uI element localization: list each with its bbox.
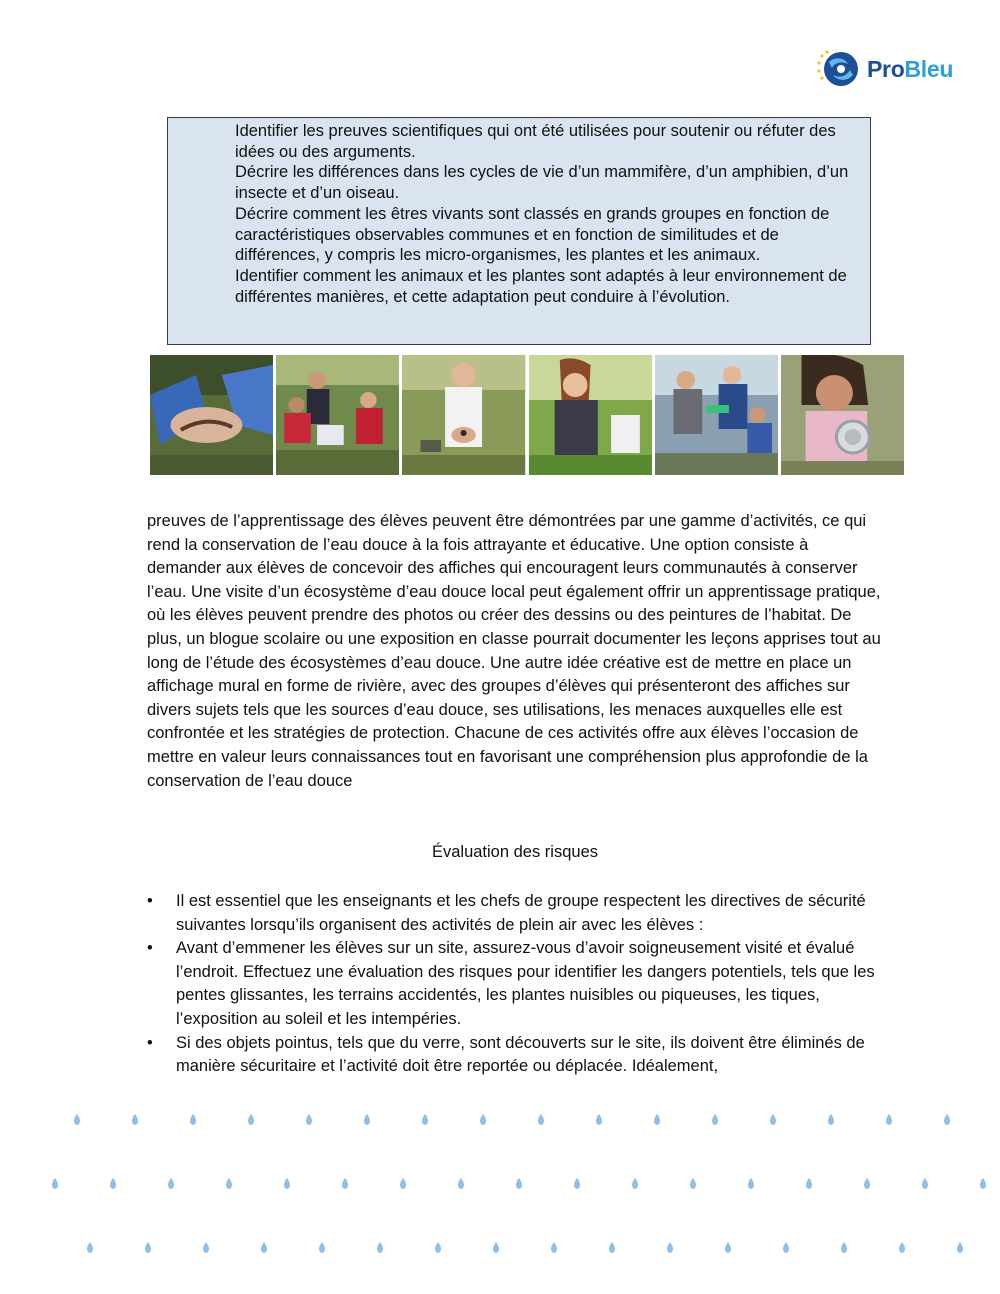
droplet-icon (110, 1178, 116, 1189)
droplet-icon (770, 1114, 776, 1125)
bullet-text: Avant d’emmener les élèves sur un site, assurez-vous d’avoir soigneusement visité et évalué l’endroit. Effectuez une évaluation des risques pour identifier les dangers potentiels, tels que les pentes glissantes, les terrains accidentés, les plantes nuisibles ou piqueuses, les tiques, l’exposition au soleil et les intempéries. (176, 939, 875, 1028)
logo-wordmark (867, 56, 953, 83)
droplet-icon (422, 1114, 428, 1125)
hands-holding-worm-photo (150, 355, 273, 475)
probleu-logo (815, 48, 953, 90)
body-paragraph: preuves de l’apprentissage des élèves peuvent être démontrées par une gamme d’activités, ce qui rend la conservation de l’eau douce à la fois attrayante et éducative. Une option consiste à demander aux élèves de concevoir des affiches qui encouragent leurs communautés à conserver l’eau. Une visite d’un écosystème d’eau douce local peut également offrir un apprentissage pratique, où les élèves peuvent prendre des photos ou créer des dessins ou des peintures de l’habitat. De plus, un blogue scolaire ou une exposition en classe pourrait documenter les leçons apprises tout au long de l’étude des écosystèmes d’eau douce. Une autre idée créative est de mettre en place un affichage mural en forme de rivière, avec des groupes d’élèves qui présenteront des affiches sur divers sujets tels que les sources d’eau douce, ses utilisations, les menaces auxquelles elle est confrontée et les stratégies de protection. Chacune de ces activités offre aux élèves l’occasion de mettre en valeur leurs connaissances tout en favorisant une compréhension plus approfondie de la conservation de l’eau douce (147, 512, 881, 790)
children-outdoor-group-photo (655, 355, 778, 475)
droplet-icon (284, 1178, 290, 1189)
droplet-icon (957, 1242, 963, 1253)
droplet-icon (748, 1178, 754, 1189)
droplet-icon (828, 1114, 834, 1125)
bullet-icon: • (147, 939, 153, 958)
list-item (147, 937, 882, 1031)
bullet-text: Si des objets pointus, tels que du verre, sont découverts sur le site, ils doivent être éliminés de manière sécuritaire et l’activité doit être reportée ou déplacée. Idéalement, (176, 1033, 865, 1076)
droplet-icon (306, 1114, 312, 1125)
droplet-icon (806, 1178, 812, 1189)
list-item (147, 1032, 882, 1079)
droplet-icon (516, 1178, 522, 1189)
droplet-icon (574, 1178, 580, 1189)
droplet-icon (632, 1178, 638, 1189)
droplet-icon (480, 1114, 486, 1125)
droplet-icon (609, 1242, 615, 1253)
droplet-icon (190, 1114, 196, 1125)
children-with-clipboards-photo (276, 355, 399, 475)
girl-with-magnifier-jar-photo (781, 355, 904, 475)
droplet-icon (74, 1114, 80, 1125)
droplet-icon (132, 1114, 138, 1125)
probleu-logo-icon (815, 48, 861, 90)
bullet-text: Il est essentiel que les enseignants et les chefs de groupe respectent les directives de sécurité suivantes lorsqu’ils organisent des activités de plein air avec les élèves : (176, 892, 866, 934)
droplet-icon (168, 1178, 174, 1189)
droplet-icon (400, 1178, 406, 1189)
objective-line: Identifier les preuves scientifiques qui ont été utilisées pour soutenir ou réfuter des idées ou des arguments. (235, 122, 836, 161)
photo-strip (150, 355, 904, 475)
droplet-icon (458, 1178, 464, 1189)
droplet-icon (886, 1114, 892, 1125)
droplet-icon (377, 1242, 383, 1253)
decorative-droplets (0, 1100, 1000, 1270)
droplet-icon (261, 1242, 267, 1253)
droplet-icon (538, 1114, 544, 1125)
risk-bullet-list (147, 890, 882, 1079)
droplet-icon (87, 1242, 93, 1253)
objective-line: Identifier comment les animaux et les plantes sont adaptés à leur environnement de différentes manières, et cette adaptation peut conduire à l’évolution. (235, 266, 847, 306)
section-title: Évaluation des risques (431, 843, 598, 861)
droplet-icon (899, 1242, 905, 1253)
droplet-icon (667, 1242, 673, 1253)
droplet-icon (551, 1242, 557, 1253)
droplet-icon (944, 1114, 950, 1125)
list-item (147, 890, 882, 937)
objective-line: Décrire comment les êtres vivants sont classés en grands groupes en fonction de caractéristiques observables communes et en fonction de similitudes et de différences, y compris les micro-organismes, les plantes et les animaux. (235, 204, 830, 265)
droplet-icon (864, 1178, 870, 1189)
droplet-icon (145, 1242, 151, 1253)
droplet-icon (493, 1242, 499, 1253)
droplet-icon (342, 1178, 348, 1189)
logo-bleu-text: Bleu (904, 55, 954, 82)
droplet-icon (783, 1242, 789, 1253)
droplet-icon (922, 1178, 928, 1189)
droplet-icon (226, 1178, 232, 1189)
droplet-icon (596, 1114, 602, 1125)
droplet-icon (654, 1114, 660, 1125)
droplet-icon (52, 1178, 58, 1189)
droplet-icon (364, 1114, 370, 1125)
droplet-icon (435, 1242, 441, 1253)
droplet-icon (203, 1242, 209, 1253)
logo-pro-text: Pro (867, 55, 905, 82)
bullet-icon: • (147, 892, 153, 910)
boy-holding-insect-photo (402, 355, 525, 475)
droplet-icon (725, 1242, 731, 1253)
droplet-icon (841, 1242, 847, 1253)
droplet-icon (980, 1178, 986, 1189)
learning-objectives-box (167, 117, 871, 345)
droplet-icon (712, 1114, 718, 1125)
smiling-educator-photo (529, 355, 652, 475)
droplet-icon (690, 1178, 696, 1189)
objective-line: Décrire les différences dans les cycles de vie d’un mammifère, d’un amphibien, d’un insecte et d’un oiseau. (235, 163, 849, 203)
droplet-icon (319, 1242, 325, 1253)
droplet-icon (248, 1114, 254, 1125)
bullet-icon: • (147, 1033, 153, 1052)
